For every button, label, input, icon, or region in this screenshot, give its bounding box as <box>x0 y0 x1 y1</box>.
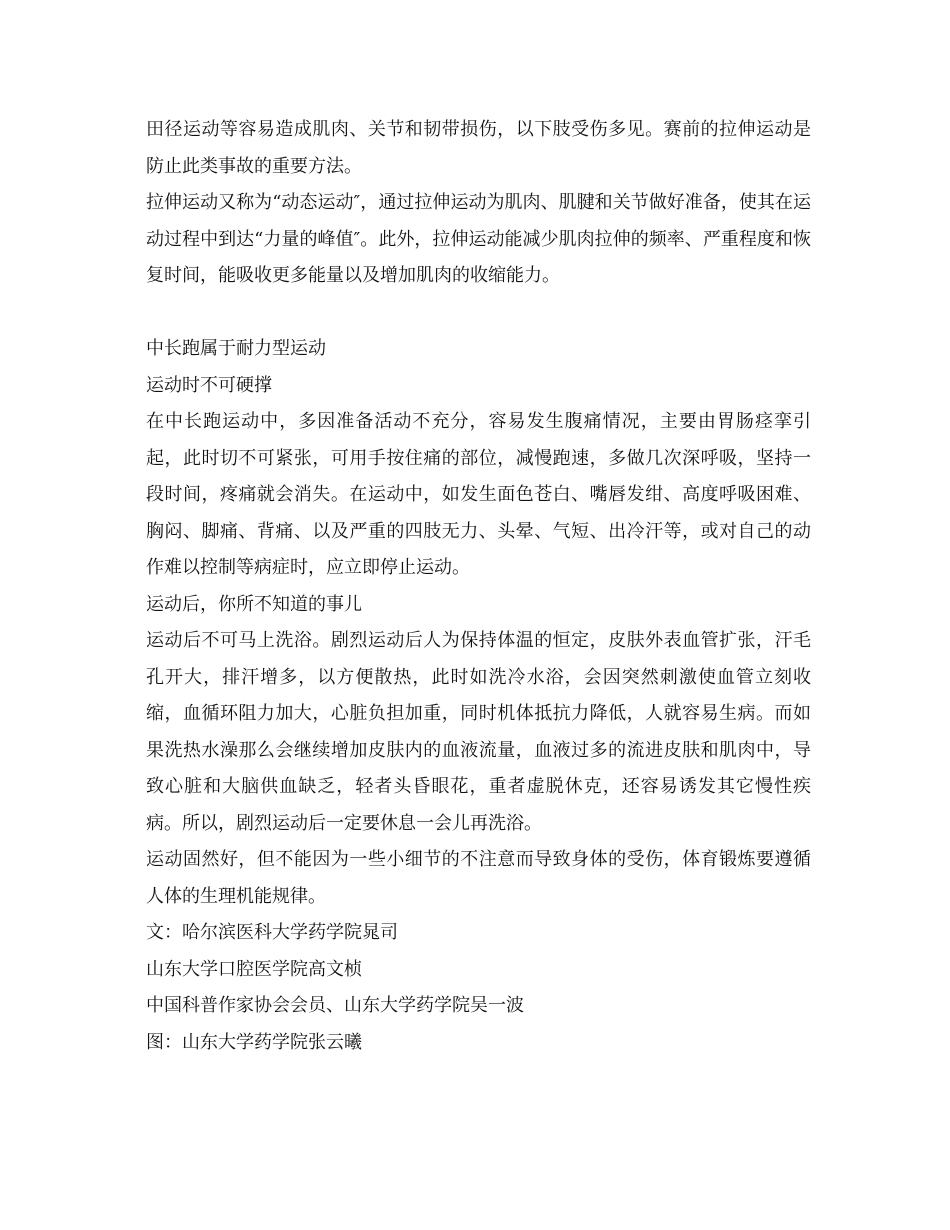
blank-line <box>146 295 811 332</box>
heading-do-not-push: 运动时不可硬撑 <box>146 374 272 396</box>
credit-author-2: 山东大学口腔医学院高文桢 <box>146 958 362 980</box>
credit-author-1: 文：哈尔滨医科大学药学院晁司 <box>146 922 398 943</box>
document-body <box>146 112 811 1061</box>
credit-illustrator: 图：山东大学药学院张云曦 <box>146 1031 362 1053</box>
paragraph-running-pain: 在中长跑运动中，多因准备活动不充分，容易发生腹痛情况，主要由胃肠痉挛引起，此时切不可紧张，可用手按住痛的部位，减慢跑速，多做几次深呼吸，坚持一段时间，疼痛就会消失。在运动中，如发生面色苍白、嘴唇发绀、高度呼吸困难、胸闷、脚痛、背痛、以及严重的四肢无力、头晕、气短、出冷汗等，或对自己的动作难以控制等病症时，应立即停止运动。 <box>146 411 811 578</box>
heading-after-exercise: 运动后，你所不知道的事儿 <box>146 593 362 615</box>
credit-author-3: 中国科普作家协会会员、山东大学药学院吴一波 <box>146 995 524 1016</box>
heading-endurance-running: 中长跑属于耐力型运动 <box>146 338 326 359</box>
paragraph-stretching-intro: 田径运动等容易造成肌肉、关节和韧带损伤，以下肢受伤多见。赛前的拉伸运动是防止此类事故的重要方法。 <box>146 119 811 177</box>
paragraph-dynamic-exercise: 拉伸运动又称为“动态运动″，通过拉伸运动为肌肉、肌腱和关节做好准备，使其在运动过程中到达“力量的峰值″。此外，拉伸运动能减少肌肉拉伸的频率、严重程度和恢复时间，能吸收更多能量以及增加肌肉的收缩能力。 <box>146 192 811 286</box>
paragraph-bathing: 运动后不可马上洗浴。剧烈运动后人为保持体温的恒定，皮肤外表血管扩张，汗毛孔开大，排汗增多，以方便散热，此时如洗冷水浴，会因突然刺激使血管立刻收缩，血循环阻力加大，心脏负担加重，同时机体抵抗力降低，人就容易生病。而如果洗热水澡那么会继续增加皮肤内的血液流量，血液过多的流进皮肤和肌肉中，导致心脏和大脑供血缺乏，轻者头昏眼花，重者虚脱休克，还容易诱发其它慢性疾病。所以，剧烈运动后一定要休息一会儿再洗浴。 <box>146 630 811 834</box>
paragraph-conclusion: 运动固然好，但不能因为一些小细节的不注意而导致身体的受伤，体育锻炼要遵循人体的生理机能规律。 <box>146 849 811 907</box>
